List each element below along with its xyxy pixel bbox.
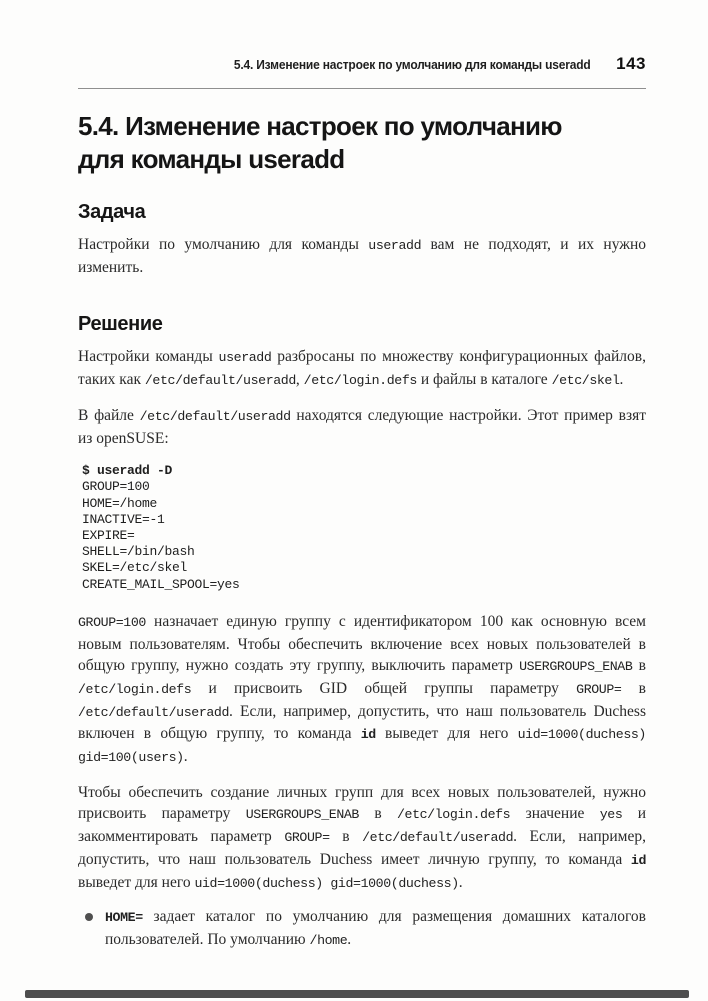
code-line: EXPIRE= bbox=[82, 528, 135, 544]
code-line: INACTIVE=-1 bbox=[82, 511, 165, 527]
code-line: SHELL=/bin/bash bbox=[82, 544, 195, 560]
paragraph-usergroups: Чтобы обеспечить создание личных групп для всех новых пользователей, нужно присвоить параметру USERGROUPS_ENAB в /etc/login.defs значение yes и закомментировать параметр GROUP= в /etc/default/useradd. Если, например, допустить, что наш пользователь Duchess имеет личную группу, то команда id выведет для него uid=1000(duchess) gid=1000(duchess). bbox=[78, 783, 646, 891]
paragraph-group: GROUP=100 назначает единую группу с идентификатором 100 как основную всем новым пользователям. Чтобы обеспечить включение всех новых пользователей в общую группу, нужно создать эту группу, выключить параметр USERGROUPS_ENAB в /etc/login.defs и присвоить GID общей группы параметру GROUP= в /etc/default/useradd. Если, например, допустить, что наш пользователь Duchess включен в общую группу, то команда id выведет для него uid=1000(duchess) gid=100(users). bbox=[78, 612, 647, 766]
section-title bbox=[78, 110, 646, 176]
page-content bbox=[78, 0, 646, 952]
list-item bbox=[78, 906, 646, 951]
section-title-line2: для команды useradd bbox=[78, 144, 345, 174]
code-line: $ useradd -D bbox=[82, 463, 173, 479]
code-line: HOME=/home bbox=[82, 495, 158, 511]
heading-solution: Решение bbox=[78, 313, 163, 336]
code-line: CREATE_MAIL_SPOOL=yes bbox=[82, 576, 240, 592]
page-bottom-scan-bar bbox=[25, 990, 689, 998]
paragraph-solution-file: В файле /etc/default/useradd находятся следующие настройки. Этот пример взят из openSUSE: bbox=[78, 406, 647, 447]
bullet-list bbox=[78, 906, 646, 951]
code-line: SKEL=/etc/skel bbox=[82, 560, 188, 576]
bullet-icon bbox=[85, 913, 93, 921]
paragraph-task: Настройки по умолчанию для команды useradd вам не подходят, и их нужно изменить. bbox=[78, 236, 647, 276]
section-title-line1: 5.4. Изменение настроек по умолчанию bbox=[78, 111, 562, 141]
page-number: 143 bbox=[616, 54, 646, 73]
list-item-text: HOME= задает каталог по умолчанию для размещения домашних каталогов пользователей. По умолчанию /home. bbox=[105, 908, 646, 948]
header-rule bbox=[78, 88, 646, 89]
code-line: GROUP=100 bbox=[82, 479, 150, 495]
running-title: 5.4. Изменение настроек по умолчанию для команды useradd bbox=[233, 58, 591, 72]
heading-task: Задача bbox=[78, 201, 146, 223]
paragraph-solution-intro: Настройки команды useradd разбросаны по множеству конфигурационных файлов, таких как /etc/default/useradd, /etc/login.defs и файлы в каталоге /etc/skel. bbox=[78, 348, 646, 389]
page-header bbox=[78, 54, 646, 74]
code-block bbox=[82, 463, 646, 593]
